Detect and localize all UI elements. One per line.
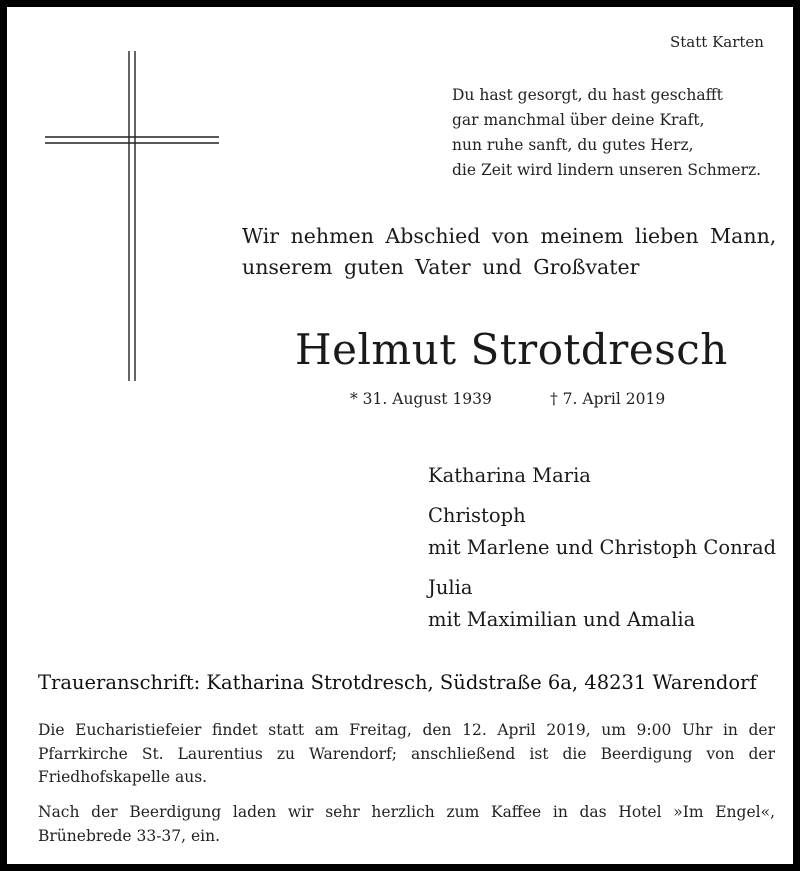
mourner-group — [428, 572, 776, 636]
mourner-child: Christoph — [428, 504, 526, 527]
death-date: † 7. April 2019 — [550, 390, 666, 408]
mourner-child-family: mit Marlene und Christoph Conrad — [428, 536, 777, 559]
deceased-name: Helmut Strotdresch — [295, 325, 728, 374]
coffee-paragraph: Nach der Beerdigung laden wir sehr herzlich zum Kaffee in das Hotel »Im Engel«, Brünebrede 33-37, ein. — [38, 803, 775, 845]
poem-line: nun ruhe sanft, du gutes Herz, — [452, 136, 694, 154]
mourning-address: Traueranschrift: Katharina Strotdresch, Südstraße 6a, 48231 Warendorf — [38, 671, 757, 694]
poem — [452, 83, 761, 183]
birth-date: * 31. August 1939 — [350, 390, 492, 408]
statt-karten-note: Statt Karten — [670, 33, 764, 51]
service-paragraph: Die Eucharistiefeier findet statt am Freitag, den 12. April 2019, um 9:00 Uhr in der Pfarrkirche St. Laurentius zu Warendorf; anschließend ist die Beerdigung von der Friedhofskapelle aus. — [38, 721, 775, 786]
poem-line: Du hast gesorgt, du hast geschafft — [452, 86, 723, 104]
intro-line: unserem guten Vater und Großvater — [242, 255, 640, 279]
mourner-group — [428, 500, 776, 564]
poem-line: gar manchmal über deine Kraft, — [452, 111, 705, 129]
cross-icon — [45, 51, 219, 381]
mourner-wife: Katharina Maria — [428, 464, 591, 487]
mourner-child-family: mit Maximilian und Amalia — [428, 608, 696, 631]
poem-line: die Zeit wird lindern unseren Schmerz. — [452, 161, 762, 179]
intro-line: Wir nehmen Abschied von meinem lieben Mann, — [242, 224, 777, 248]
mourner-group — [428, 460, 776, 492]
mourner-child: Julia — [428, 576, 473, 599]
mourners-list — [428, 460, 776, 644]
farewell-intro — [242, 221, 776, 283]
